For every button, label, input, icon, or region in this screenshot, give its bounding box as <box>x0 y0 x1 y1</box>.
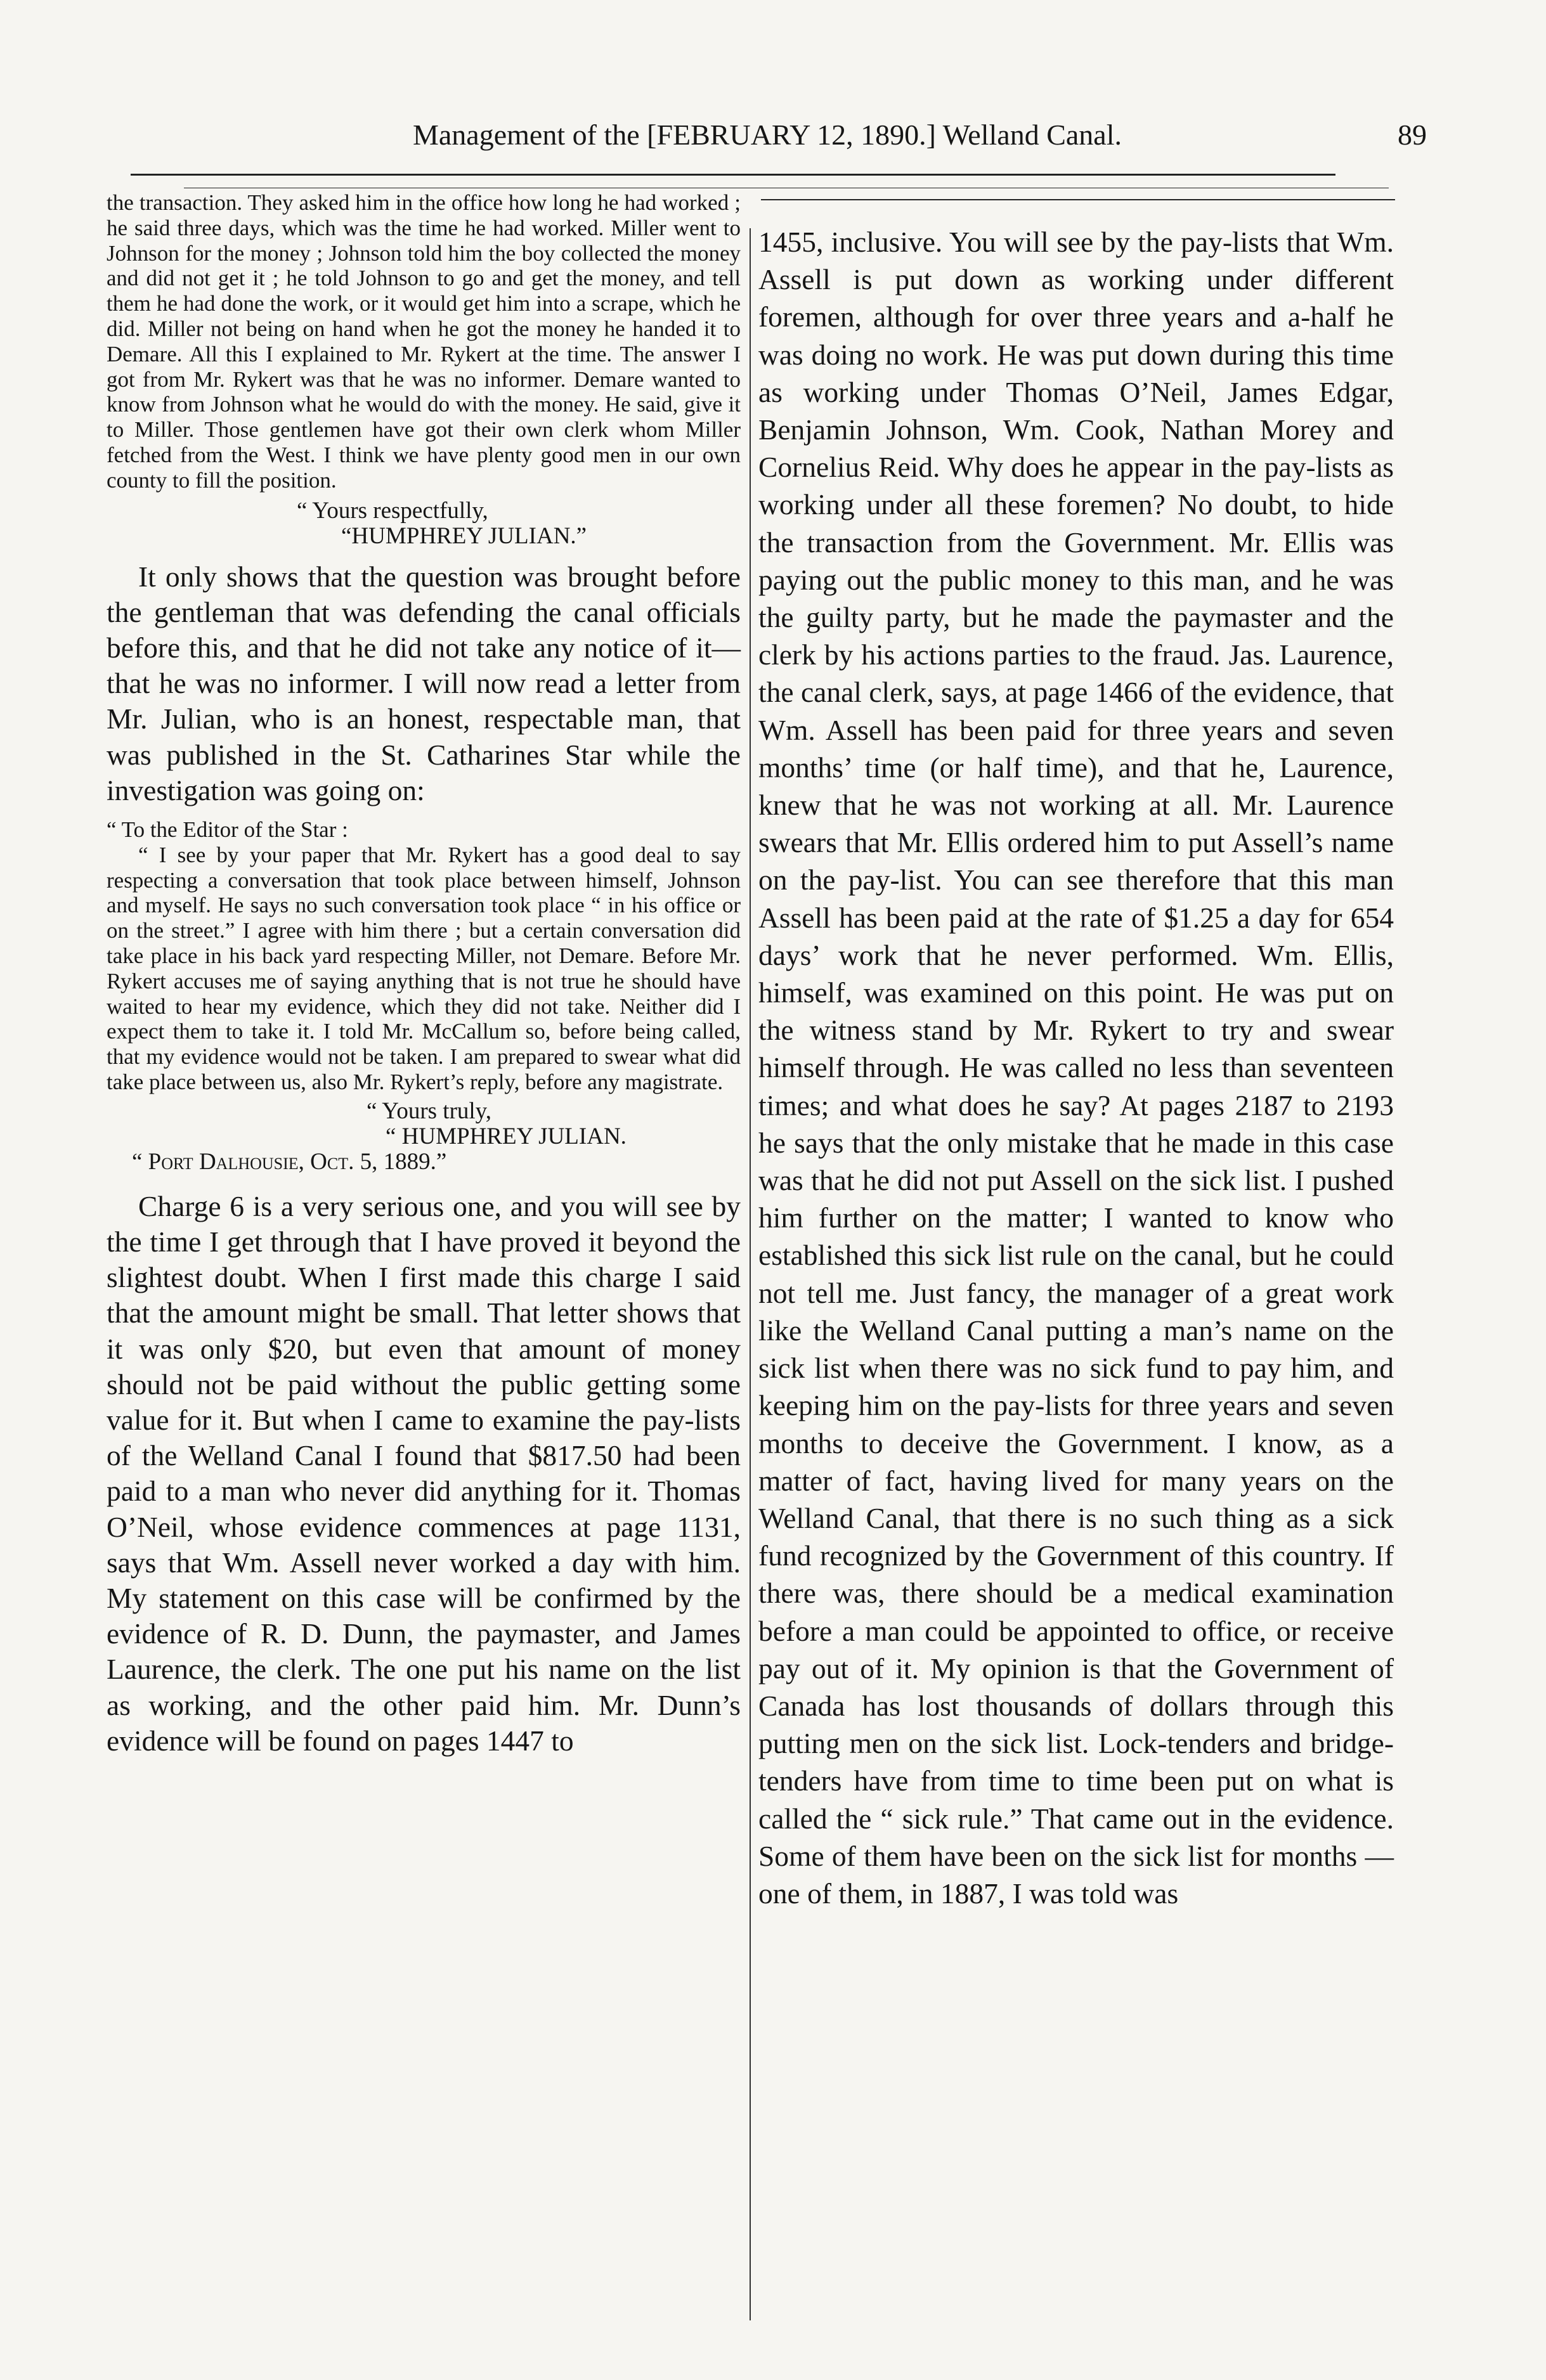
header-rule-thick <box>131 174 1335 176</box>
running-header <box>108 113 1427 157</box>
right-column <box>758 223 1394 1912</box>
letter-1-body: the transaction. They asked him in the office how long he had worked ; he said three days, which was the time he had worked. Miller went to Johnson for the money ; Johnson told him the boy collected the money and did not get it ; he told Johnson to go and get the money, and tell them he had done the work, or it would get him into a scrape, which he did. Miller not being on hand when he got the money he handed it to Demare. All this I explained to Mr. Rykert at the time. The answer I got from Mr. Rykert was that he was no informer. Demare wanted to know from Johnson what he would do with the money. He said, give it to Miller. Those gentlemen have got their own clerk whom Miller fetched from the West. I think we have plenty good men in our own county to fill the position. <box>107 190 741 493</box>
letter-1-signoff <box>107 498 741 549</box>
paragraph-2: Charge 6 is a very serious one, and you will see by the time I get through that I have proved it beyond the slightest doubt. When I first made this charge I said that the amount might be small. That letter shows that it was only $20, but even that amount of money should not be paid without the public getting some value for it. But when I came to examine the pay-lists of the Welland Canal I found that $817.50 had been paid to a man who never did anything for it. Thomas O’Neil, whose evidence commences at page 1131, says that Wm. Assell never worked a day with him. My statement on this case will be confirmed by the evidence of R. D. Dunn, the paymaster, and James Laurence, the clerk. The one put his name on the list as working, and the other paid him. Mr. Dunn’s evidence will be found on pages 1447 to <box>107 1189 741 1757</box>
letter-2-salutation: “ To the Editor of the Star : <box>107 817 348 842</box>
left-column <box>107 190 741 1759</box>
letter-2-closing: “ Yours truly, <box>367 1097 492 1124</box>
page-number: 89 <box>1398 119 1427 151</box>
letter-1-signature: “HUMPHREY JULIAN.” <box>341 522 587 549</box>
header-rule-thin-2 <box>761 199 1395 200</box>
letter-1-closing: “ Yours respectfully, <box>297 497 488 524</box>
letter-2-body: “ I see by your paper that Mr. Rykert has a good deal to say respecting a conversation that took place between himself, Johnson and myself. He says no such conversation took place “ in his office or on the street.” I agree with him there ; but a certain conversation did take place in his back yard respecting Miller, not Demare. Before Mr. Rykert accuses me of saying anything that is not true he should have waited to hear my evidence, which they did not take. Neither did I expect them to take it. I told Mr. McCallum so, before being called, that my evidence would not be taken. I am prepared to swear what did take place between us, also Mr. Rykert’s reply, before any magistrate. <box>107 842 741 1094</box>
paragraph-right: 1455, inclusive. You will see by the pay-lists that Wm. Assell is put down as working under different foremen, although for over three years and a-half he was doing no work. He was put down during this time as working under Thomas O’Neil, James Edgar, Benjamin Johnson, Wm. Cook, Nathan Morey and Cornelius Reid. Why does he appear in the pay-lists as working under all these foremen? No doubt, to hide the transaction from the Government. Mr. Ellis was paying out the public money to this man, and he was the guilty party, but he made the paymaster and the clerk by his actions parties to the fraud. Jas. Laurence, the canal clerk, says, at page 1466 of the evidence, that Wm. Assell has been paid for three years and seven months’ time (or half time), and that he, Laurence, knew that he was not working at all. Mr. Laurence swears that Mr. Ellis ordered him to put Assell’s name on the pay-list. You can see therefore that this man Assell has been paid at the rate of $1.25 a day for 654 days’ work that he never performed. Wm. Ellis, himself, was examined on this point. He was put on the witness stand by Mr. Rykert to try and swear himself through. He was called no less than seventeen times; and what does he say? At pages 2187 to 2193 he says that the only mistake that he made in this case was that he did not put Assell on the sick list. I pushed him further on the matter; I wanted to know who established this sick list rule on the canal, but he could not tell me. Just fancy, the manager of a great work like the Welland Canal putting a man’s name on the sick list when there was no sick fund to pay him, and keeping him on the pay-lists for three years and seven months to deceive the Government. I know, as a matter of fact, having lived for many years on the Welland Canal, that there is no such thing as a sick fund recognized by the Government of this country. If there was, there should be a medical examination before a man could be appointed to office, or receive pay out of it. My opinion is that the Government of Canada has lost thousands of dollars through this putting men on the sick list. Lock-tenders and bridge-tenders have from time to time been put on what is called the “ sick rule.” That came out in the evidence. Some of them have been on the sick list for months —one of them, in 1887, I was told was <box>758 226 1394 1910</box>
paragraph-1: It only shows that the question was brought before the gentleman that was defending the canal officials before this, and that he did not take any notice of it—that he was no informer. I will now read a letter from Mr. Julian, who is an honest, respectable man, that was published in the St. Catharines Star while the investigation was going on: <box>107 560 741 806</box>
letter-2-signoff <box>107 1099 741 1175</box>
letter-2-signature: “ HUMPHREY JULIAN. <box>386 1123 627 1149</box>
running-title: Management of the [FEBRUARY 12, 1890.] Welland Canal. <box>412 119 1122 151</box>
letter-2-place-date: “ Port Dalhousie, Oct. 5, 1889.” <box>132 1148 447 1175</box>
column-rule <box>750 228 751 2320</box>
